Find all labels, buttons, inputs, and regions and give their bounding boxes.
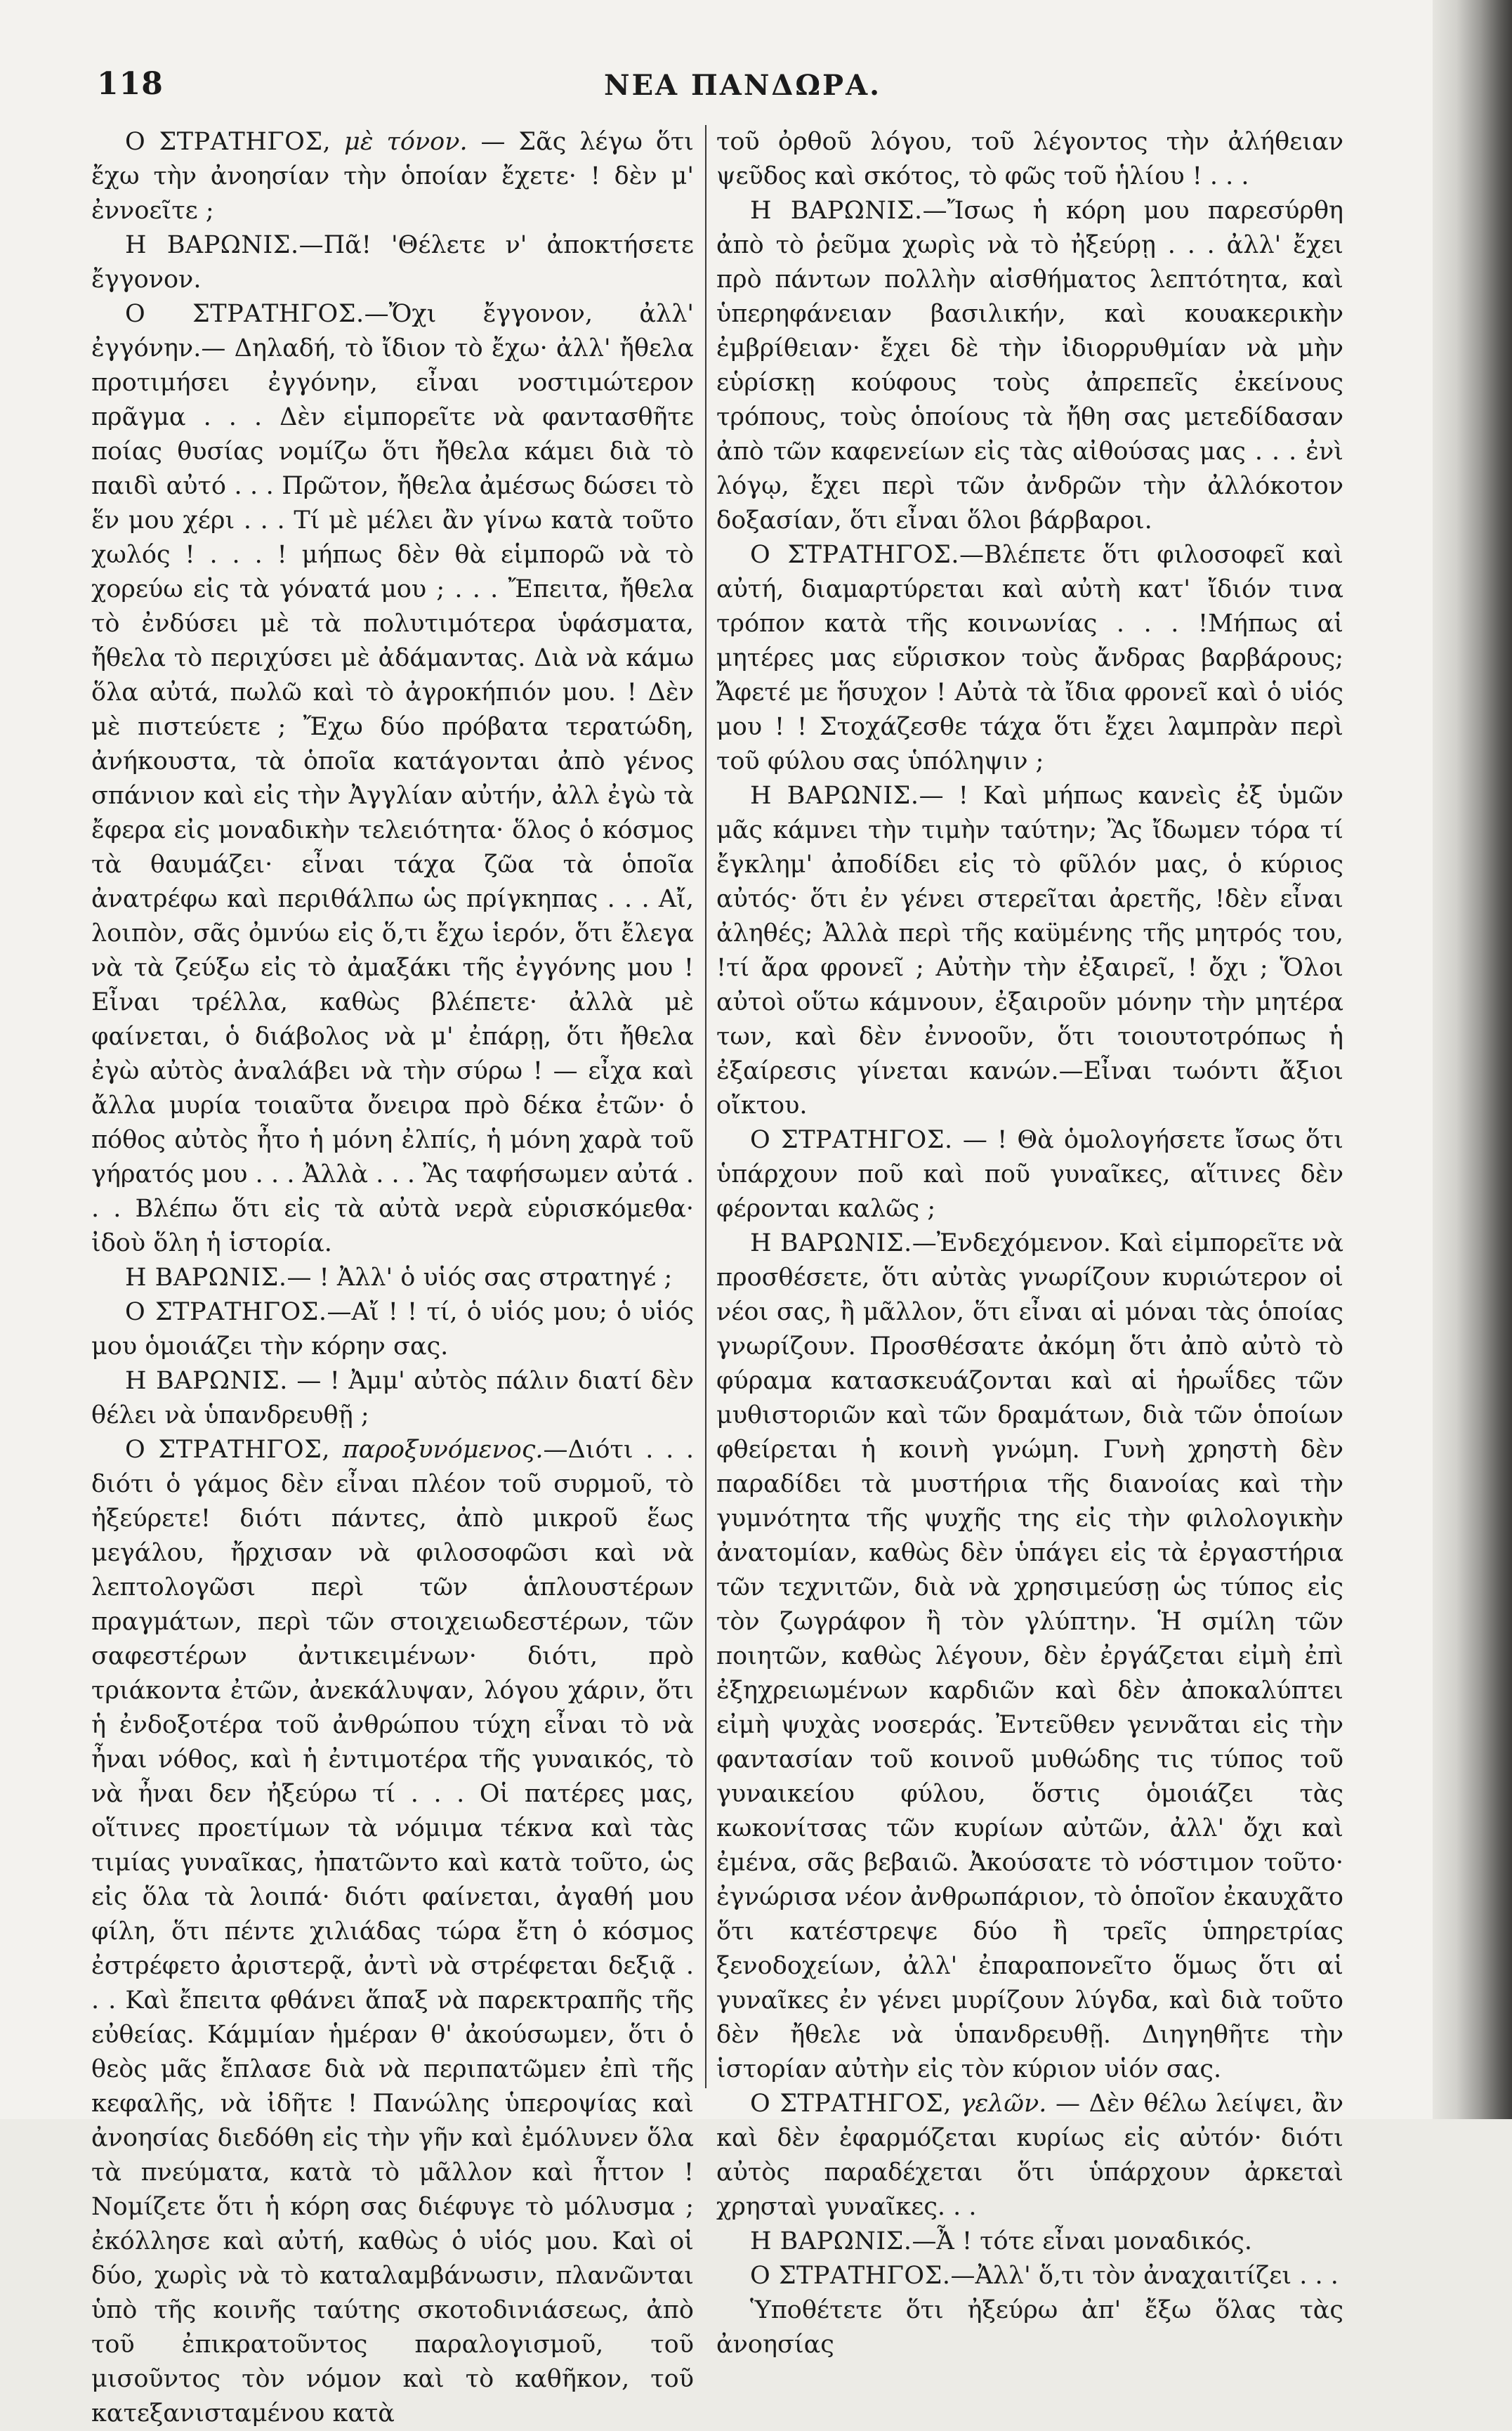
speaker-name: Ο ΣΤΡΑΤΗΓΟΣ. (750, 1126, 953, 1154)
speaker-name: Ο ΣΤΡΑΤΗΓΟΣ, (125, 1436, 330, 1464)
dialogue-text: —Ἴσως ἡ κόρη μου παρεσύρθη ἀπὸ τὸ ῥεῦμα χωρὶς νὰ τὸ ἠξεύρῃ . . . ἀλλ' ἔχει πρὸ πάντων πολλὴν αἰσθήματος λεπτότητα, καὶ ὑπερηφάνειαν βασιλικήν, καὶ κουακερικὴν ἐμβρίθειαν· ἔχει δὲ τὴν ἰδιορρυθμίαν νὰ μὴν εὑρίσκῃ κούφους τοὺς ἀπρεπεῖς ἐκείνους τρόπους, τοὺς ὁποίους τὰ ἤθη σας μετεδίδασαν ἀπὸ τῶν καφενείων εἰς τὰς αἰθούσας μας . . . ἐνὶ λόγῳ, ἔχει περὶ τῶν ἀνδρῶν τὴν ἀλλόκοτον δοξασίαν, ὅτι εἶναι ὅλοι βάρβαροι. (716, 197, 1343, 535)
dialogue-text: —Ἀλλ' ὅ,τι τὸν ἀναχαιτίζει . . . (950, 2262, 1339, 2290)
dialogue-text: —Ἆ ! τότε εἶναι μοναδικός. (912, 2227, 1253, 2255)
paragraph (91, 1261, 694, 1295)
dialogue-text: —Βλέπετε ὅτι φιλοσοφεῖ καὶ αὐτή, διαμαρτύρεται καὶ αὐτὴ κατ' ἴδιόν τινα τρόπον κατὰ τῆς κοινωνίας . . . !Μήπως αἱ μητέρες μας εὕρισκον τοὺς ἄνδρας βαρβάρους; Ἄφετέ με ἥσυχον ! Αὐτὰ τὰ ἴδια φρονεῖ καὶ ὁ υἱός μου ! ! Στοχάζεσθε τάχα ὅτι ἔχει λαμπρὰν περὶ τοῦ φύλου σας ὑπόληψιν ; (716, 541, 1343, 775)
speaker-name: Ο ΣΤΡΑΤΗΓΟΣ. (750, 541, 960, 569)
paragraph (716, 538, 1343, 779)
stage-direction: παροξυνόμενος. (342, 1436, 544, 1464)
speaker-name: Ο ΣΤΡΑΤΗΓΟΣ, (750, 2090, 952, 2118)
book-spine-shadow (1433, 0, 1512, 2119)
paragraph (716, 125, 1343, 194)
paragraph (716, 1226, 1343, 2087)
paragraph (91, 1433, 694, 2431)
paragraph (91, 1364, 694, 1433)
paragraph (91, 125, 694, 228)
paragraph (716, 2259, 1343, 2293)
speaker-name: Η ΒΑΡΩΝΙΣ. (125, 1367, 288, 1395)
speaker-name: Η ΒΑΡΩΝΙΣ. (125, 1264, 287, 1292)
dialogue-text: — ! Θὰ ὁμολογήσετε ἴσως ὅτι ὑπάρχουν ποῦ καὶ ποῦ γυναῖκες, αἵτινες δὲν φέρονται καλῶς ; (716, 1126, 1343, 1223)
speaker-name: Ο ΣΤΡΑΤΗΓΟΣ. (750, 2262, 951, 2290)
dialogue-text: — ! Ἀμμ' αὐτὸς πάλιν διατί δὲν θέλει νὰ ὑπανδρευθῇ ; (91, 1367, 694, 1429)
paragraph (91, 297, 694, 1261)
running-title: ΝΕΑ ΠΑΝΔΩΡΑ. (604, 69, 882, 102)
paragraph (91, 1295, 694, 1364)
paragraph (716, 194, 1343, 538)
paragraph (716, 779, 1343, 1123)
speaker-name: Η ΒΑΡΩΝΙΣ. (750, 782, 919, 810)
dialogue-text: —Διότι . . . διότι ὁ γάμος δὲν εἶναι πλέον τοῦ συρμοῦ, τὸ ἠξεύρετε! διότι πάντες, ἀπὸ μικροῦ ἕως μεγάλου, ἤρχισαν νὰ φιλοσοφῶσι καὶ νὰ λεπτολογῶσι περὶ τῶν ἁπλουστέρων πραγμάτων, περὶ τῶν στοιχειωδεστέρων, τῶν σαφεστέρων ἀντικειμένων· διότι, πρὸ τριάκοντα ἐτῶν, ἀνεκάλυψαν, λόγου χάριν, ὅτι ἡ ἐνδοξοτέρα τοῦ ἀνθρώπου τύχη εἶναι τὸ νὰ ἦναι νόθος, καὶ ἡ ἐντιμοτέρα τῆς γυναικός, τὸ νὰ ἦναι δεν ἠξεύρω τί . . . Οἱ πατέρες μας, οἵτινες προετίμων τὰ νόμιμα τέκνα καὶ τὰς τιμίας γυναῖκας, ἠπατῶντο καὶ κατὰ τοῦτο, ὡς εἰς ὅλα τὰ λοιπά· διότι φαίνεται, ἀγαθή μου φίλη, ὅτι πέντε χιλιάδας τώρα ἔτη ὁ κόσμος ἐστρέφετο ἀριστερᾷ, ἀντὶ νὰ στρέφεται δεξιᾷ . . . Καὶ ἔπειτα φθάνει ἅπαξ νὰ παρεκτραπῆς τῆς εὐθείας. Κάμμίαν ἡμέραν θ' ἀκούσωμεν, ὅτι ὁ θεὸς μᾶς ἔπλασε διὰ νὰ περιπατῶμεν ἐπὶ τῆς κεφαλῆς, νὰ ἰδῆτε ! Πανώλης ὑπεροψίας καὶ ἀνοησίας διεδόθη εἰς τὴν γῆν καὶ ἐμόλυνεν ὅλα τὰ πνεύματα, κατὰ τὸ μᾶλλον καὶ ἧττον ! Νομίζετε ὅτι ἡ κόρη σας διέφυγε τὸ μόλυσμα ; ἐκόλλησε καὶ αὐτή, καθὼς ὁ υἱός μου. Καὶ οἱ δύο, χωρὶς νὰ τὸ καταλαμβάνωσιν, πλανῶνται ὑπὸ τῆς κοινῆς ταύτης σκοτοδινιάσεως, ἀπὸ τοῦ ἐπικρατοῦντος παραλογισμοῦ, τοῦ μισοῦντος τὸν νόμον καὶ τὸ καθῆκον, τοῦ κατεξανισταμένου κατὰ (91, 1436, 694, 2427)
dialogue-text: —Πᾶ! 'Θέλετε ν' ἀποκτήσετε ἔγγονον. (91, 231, 694, 294)
speaker-name: Η ΒΑΡΩΝΙΣ. (750, 2227, 912, 2255)
dialogue-text: τοῦ ὀρθοῦ λόγου, τοῦ λέγοντος τὴν ἀλήθειαν ψεῦδος καὶ σκότος, τὸ φῶς τοῦ ἡλίου ! . . . (716, 128, 1343, 190)
dialogue-text: —Ὄχι ἔγγονον, ἀλλ' ἐγγόνην.— Δηλαδή, τὸ ἴδιον τὸ ἔχω· ἀλλ' ἤθελα προτιμήσει ἐγγόνην, εἶναι νοστιμώτερον πρᾶγμα . . . Δὲν εἱμπορεῖτε νὰ φαντασθῆτε ποίας θυσίας νομίζω ὅτι ἤθελα κάμει διὰ τὸ παιδὶ αὐτό . . . Πρῶτον, ἤθελα ἀμέσως δώσει τὸ ἕν μου χέρι . . . Τί μὲ μέλει ἂν γίνω κατὰ τοῦτο χωλός ! . . . ! μήπως δὲν θὰ εἱμπορῶ νὰ τὸ χορεύω εἰς τὰ γόνατά μου ; . . . Ἔπειτα, ἤθελα τὸ ἐνδύσει μὲ τὰ πολυτιμότερα ὑφάσματα, ἤθελα τὸ περιχύσει μὲ ἀδάμαντας. Διὰ νὰ κάμω ὅλα αὐτά, πωλῶ καὶ τὸ ἀγροκήπιόν μου. ! Δὲν μὲ πιστεύετε ; Ἔχω δύο πρόβατα τερατώδη, ἀνήκουστα, τὰ ὁποῖα κατάγονται ἀπὸ γένος σπάνιον καὶ εἰς τὴν Ἀγγλίαν αὐτήν, ἀλλ ἐγὼ τὰ ἔφερα εἰς μοναδικὴν τελειότητα· ὅλος ὁ κόσμος τὰ θαυμάζει· εἶναι τάχα ζῶα τὰ ὁποῖα ἀνατρέφω καὶ περιθάλπω ὡς πρίγκηπας . . . Αἴ, λοιπὸν, σᾶς ὀμνύω εἰς ὅ,τι ἔχω ἱερόν, ὅτι ἔλεγα νὰ τὰ ζεύξω εἰς τὸ ἀμαξάκι τῆς ἐγγόνης μου ! Εἶναι τρέλλα, καθὼς βλέπετε· ἀλλὰ μὲ φαίνεται, ὁ διάβολος νὰ μ' ἐπάρῃ, ὅτι ἤθελα ἐγὼ αὐτὸς ἀναλάβει νὰ τὴν σύρω ! — εἶχα καὶ ἄλλα μυρία τοιαῦτα ὄνειρα πρὸ δέκα ἐτῶν· ὁ πόθος αὐτὸς ἦτο ἡ μόνη ἐλπίς, ἡ μόνη χαρὰ τοῦ γήρατός μου . . . Ἀλλὰ . . . Ἂς ταφήσωμεν αὐτά . . . Βλέπω ὅτι εἰς τὰ αὐτὰ νερὰ εὑρισκόμεθα· ἰδοὺ ὅλη ἡ ἱστορία. (91, 300, 694, 1257)
speaker-name: Η ΒΑΡΩΝΙΣ. (750, 197, 923, 225)
dialogue-text: —Ἐνδεχόμενον. Καὶ εἱμπορεῖτε νὰ προσθέσετε, ὅτι αὐτὰς γνωρίζουν κυριώτερον οἱ νέοι σας, ἢ μᾶλλον, ὅτι εἶναι αἱ μόναι τὰς ὁποίας γνωρίζουν. Προσθέσατε ἀκόμη ὅτι ἀπὸ αὐτὸ τὸ φύραμα κατασκευάζονται καὶ αἱ ἡρωΐδες τῶν μυθιστοριῶν καὶ τῶν δραμάτων, διὰ τῶν ὁποίων φθείρεται ἡ κοινὴ γνώμη. Γυνὴ χρηστὴ δὲν παραδίδει τὰ μυστήρια τῆς διανοίας καὶ τὴν γυμνότητα τῆς ψυχῆς της εἰς τὴν φιλολογικὴν ἀνατομίαν, καθὼς δὲν ὑπάγει εἰς τὰ ἐργαστήρια τῶν τεχνιτῶν, διὰ νὰ χρησιμεύσῃ ὡς τύπος εἰς τὸν ζωγράφον ἢ τὸν γλύπτην. Ἡ σμίλη τῶν ποιητῶν, καθὼς λέγουν, δὲν ἐργάζεται εἰμὴ ἐπὶ ἐξηχρειωμένων καρδιῶν καὶ δὲν ἀποκαλύπτει εἰμὴ ψυχὰς νοσεράς. Ἐντεῦθεν γεννᾶται εἰς τὴν φαντασίαν τοῦ κοινοῦ μυθώδης τις τύπος τοῦ γυναικείου φύλου, ὅστις ὁμοιάζει τὰς κωκονίτσας τῶν κυρίων αὐτῶν, ἀλλ' ὄχι καὶ ἐμένα, σᾶς βεβαιῶ. Ἀκούσατε τὸ νόστιμον τοῦτο· ἐγνώρισα νέον ἀνθρωπάριον, τὸ ὁποῖον ἐκαυχᾶτο ὅτι κατέστρεψε δύο ἢ τρεῖς ὑπηρετρίας ξενοδοχείων, ἀλλ' ἐπαραπονεῖτο ὅμως ὅτι αἱ γυναῖκες ἐν γένει μυρίζουν λύγδα, καὶ διὰ τοῦτο δὲν ἤθελε νὰ ὑπανδρευθῇ. Διηγηθῆτε τὴν ἱστορίαν αὐτὴν εἰς τὸν κύριον υἱόν σας. (716, 1229, 1343, 2083)
paragraph (716, 2224, 1343, 2259)
dialogue-text: —Αἴ ! ! τί, ὁ υἱός μου; ὁ υἱός μου ὁμοιάζει τὴν κόρην σας. (91, 1298, 694, 1361)
paragraph (91, 228, 694, 297)
speaker-name: Η ΒΑΡΩΝΙΣ. (125, 231, 299, 259)
dialogue-text: — Δὲν θέλω λείψει, ἂν καὶ δὲν ἐφαρμόζεται κυρίως εἰς αὐτόν· διότι αὐτὸς παραδέχεται ὅτι ὑπάρχουν ἀρκεταὶ χρησταὶ γυναῖκες. . . (716, 2090, 1343, 2221)
stage-direction: γελῶν. (960, 2090, 1047, 2118)
right-column (716, 125, 1343, 2362)
speaker-name: Ο ΣΤΡΑΤΗΓΟΣ. (125, 300, 364, 328)
dialogue-text: — Σᾶς λέγω ὅτι ἔχω τὴν ἀνοησίαν τὴν ὁποίαν ἔχετε· ! δὲν μ' ἐννοεῖτε ; (91, 128, 694, 225)
paragraph (716, 2293, 1343, 2362)
dialogue-text: Ὑποθέτετε ὅτι ἠξεύρω ἀπ' ἔξω ὅλας τὰς ἀνοησίας (716, 2296, 1343, 2359)
left-column (91, 125, 694, 2431)
speaker-name: Ο ΣΤΡΑΤΗΓΟΣ. (125, 1298, 327, 1326)
page-number: 118 (97, 66, 164, 102)
paragraph (716, 2087, 1343, 2224)
paragraph (716, 1123, 1343, 1226)
speaker-name: Ο ΣΤΡΑΤΗΓΟΣ, (125, 128, 331, 156)
dialogue-text: — ! Καὶ μήπως κανεὶς ἐξ ὑμῶν μᾶς κάμνει τὴν τιμὴν ταύτην; Ἂς ἴδωμεν τόρα τί ἔγκλημ' ἀποδίδει εἰς τὸ φῦλόν μας, ὁ κύριος αὐτός· ὅτι ἐν γένει στερεῖται ἀρετῆς, !δὲν εἶναι ἀληθές; Ἀλλὰ περὶ τῆς καϋμένης τῆς μητρός του, !τί ἄρα φρονεῖ ; Αὐτὴν τὴν ἐξαιρεῖ, ! ὄχι ; Ὅλοι αὐτοὶ οὕτω κάμνουν, ἐξαιροῦν μόνην τὴν μητέρα των, καὶ δὲν ἐννοοῦν, ὅτι τοιουτοτρόπως ἡ ἐξαίρεσις γίνεται κανών.—Εἶναι τωόντι ἄξιοι οἴκτου. (716, 782, 1343, 1120)
speaker-name: Η ΒΑΡΩΝΙΣ. (750, 1229, 912, 1257)
column-divider (705, 125, 706, 2088)
dialogue-text: — ! Ἀλλ' ὁ υἱός σας στρατηγέ ; (287, 1264, 673, 1292)
stage-direction: μὲ τόνον. (344, 128, 468, 156)
